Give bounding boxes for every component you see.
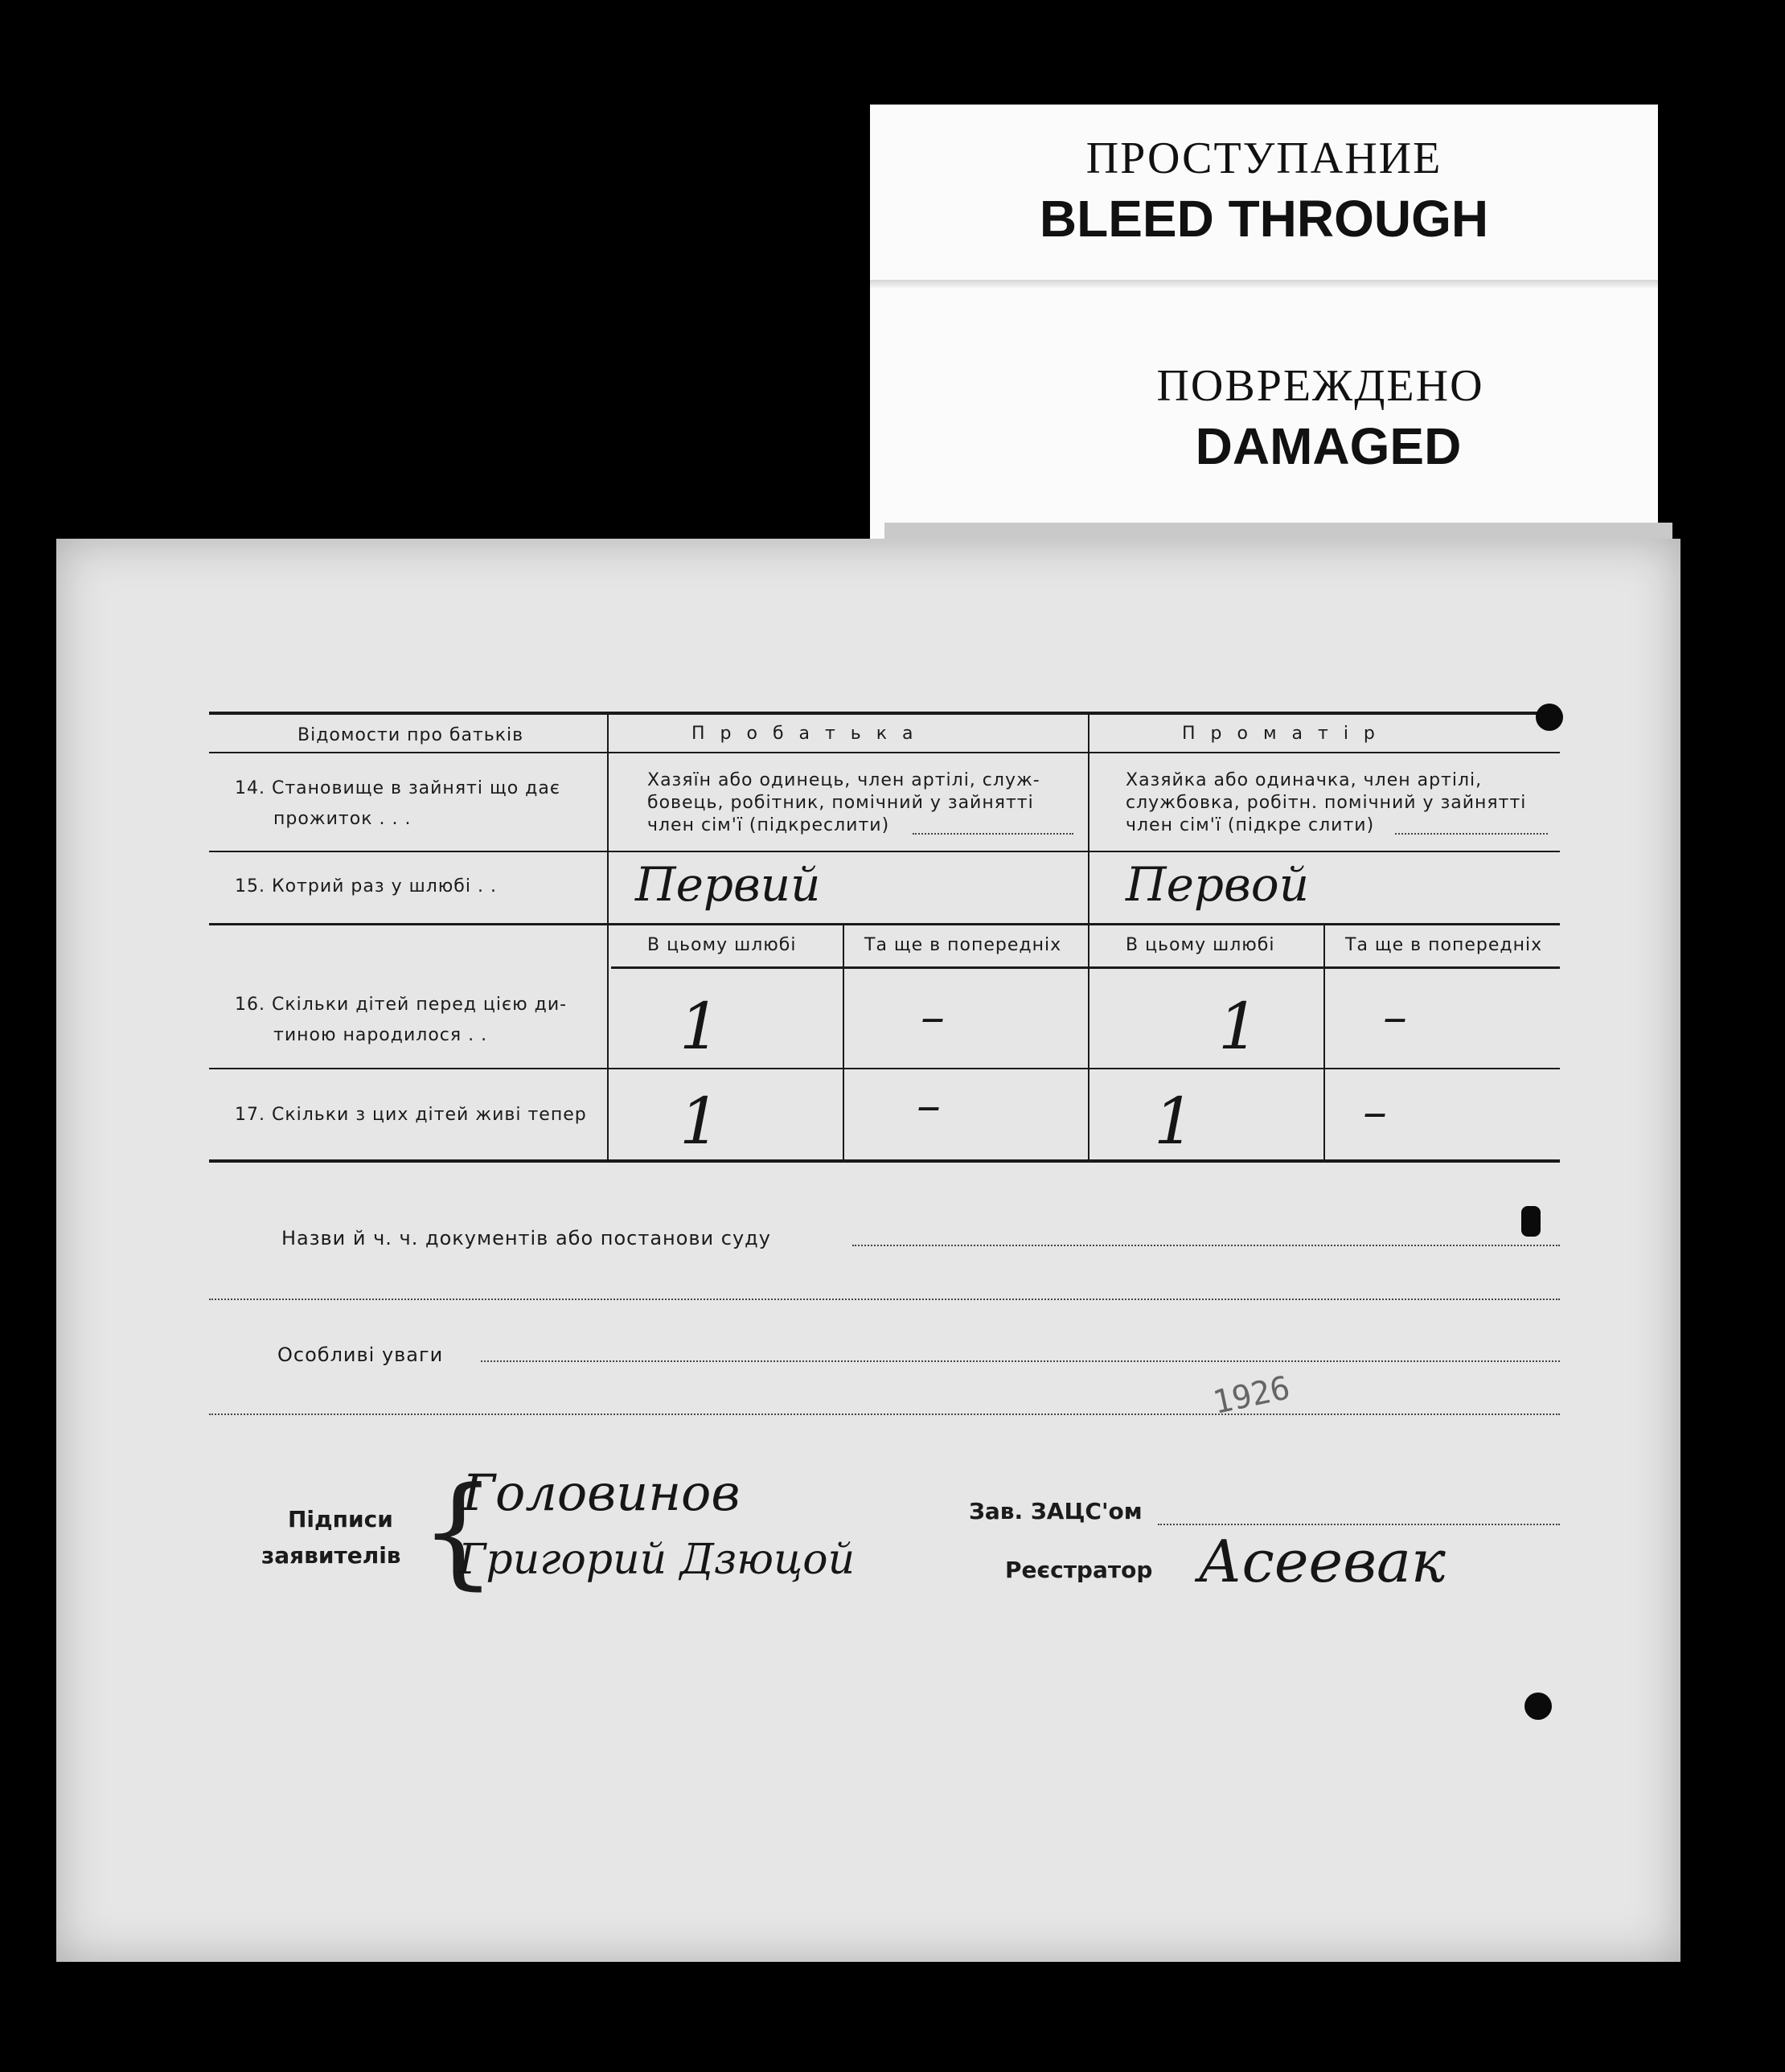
row16-father-prev-value: – [921,989,945,1045]
row14-father-line3: член сім'ї (підкреслити) [647,815,890,835]
applicants-label-line2: заявителів [261,1542,401,1569]
applicant-1-signature: Головинов [462,1463,741,1522]
documents-dotted-line-2 [209,1299,1560,1300]
row16-father-this-value: 1 [679,989,720,1064]
table-top-rule [209,712,1560,715]
subheader-mother-this-marriage: В цьому шлюбі [1126,935,1275,955]
head-zags-dotted-line [1158,1524,1560,1525]
subheader-father-this-marriage: В цьому шлюбі [647,935,797,955]
bleed-through-label-ru: ПРОСТУПАНИЕ [1085,133,1442,183]
damaged-label-en: DAMAGED [1195,417,1462,475]
row17-father-this-value: 1 [679,1084,720,1159]
row14-father-line2: бовець, робітник, помічний у зайнятті [647,793,1034,813]
row15-label: 15. Котрий раз у шлюбі . . [235,876,497,896]
row14-label-line2: прожиток . . . [273,809,412,829]
damaged-label-ru: ПОВРЕЖДЕНО [1156,361,1484,411]
row17-father-prev-value: – [917,1077,941,1134]
table-rule [611,966,1560,969]
registrar-signature: Асеевак [1198,1528,1446,1595]
applicant-2-signature: Григорий Дзюцой [458,1536,856,1584]
row14-label-line1: 14. Становище в зайняті що дає [235,778,560,798]
table-rule [209,923,1560,925]
table-rule [209,851,1560,852]
row14-father-line1: Хазяїн або одинець, член артілі, служ- [647,770,1040,790]
head-zags-label: Зав. ЗАЦС'ом [969,1498,1143,1524]
header-about-father: П р о б а т ь к а [691,724,918,744]
remarks-label: Особливі уваги [277,1344,444,1366]
row16-mother-this-value: 1 [1218,989,1259,1064]
documents-label: Назви й ч. ч. документів або постанови суду [281,1227,771,1249]
row14-mother-line2: службовка, робітн. помічний у зайнятті [1126,793,1527,813]
row16-label-line1: 16. Скільки дітей перед цією ди- [235,995,568,1015]
row14-mother-dotted-line [1395,833,1548,835]
binder-hole [1524,1692,1552,1720]
official-stamp: 1926 [1209,1369,1294,1422]
binder-hole [1536,704,1563,731]
row17-mother-this-value: 1 [1154,1084,1195,1159]
row17-mother-prev-value: – [1363,1084,1387,1140]
subheader-mother-previous: Та ще в попередніх [1345,935,1543,955]
table-bottom-rule [209,1159,1560,1163]
card-fold-line [870,280,1658,288]
table-rule [209,752,1560,753]
header-about-mother: П р о м а т і р [1182,724,1380,744]
header-parents-info: Відомости про батьків [298,725,524,745]
archive-status-label-card [870,105,1658,547]
documents-dotted-line [852,1245,1560,1246]
binder-hole [1521,1206,1541,1237]
applicants-brace: { [420,1462,498,1602]
row14-mother-line1: Хазяйка або одиначка, член артілі, [1126,770,1483,790]
row15-father-handwritten: Первий [635,857,821,912]
table-col-divider [843,923,844,1162]
table-col-divider [1088,712,1089,1162]
document-page [56,539,1680,1962]
row16-label-line2: тиною народилося . . [273,1025,488,1045]
subheader-father-previous: Та ще в попередніх [864,935,1062,955]
applicants-label-line1: Підписи [288,1506,393,1532]
table-rule [209,1068,1560,1069]
table-col-divider [607,712,609,1162]
row16-mother-prev-value: – [1383,989,1407,1045]
row17-label: 17. Скільки з цих дітей живі тепер [235,1105,587,1125]
registrar-label: Реєстратор [1005,1557,1153,1583]
row14-father-dotted-line [913,833,1073,835]
row15-mother-handwritten: Первой [1126,857,1310,912]
row14-mother-line3: член сім'ї (підкре слити) [1126,815,1375,835]
bleed-through-label-en: BLEED THROUGH [1039,190,1489,248]
table-col-divider [1323,923,1325,1162]
